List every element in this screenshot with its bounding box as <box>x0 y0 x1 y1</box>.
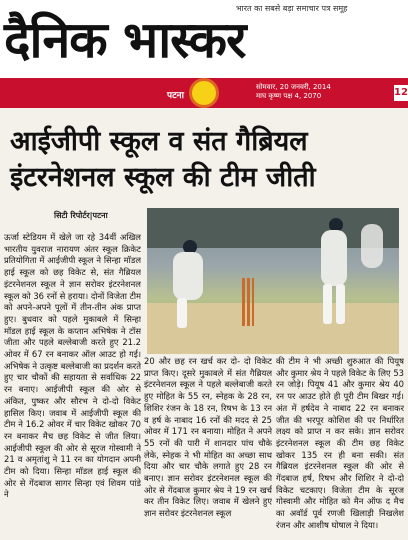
photo-wicketkeeper <box>173 252 203 300</box>
photo-batsman-pad <box>336 284 345 324</box>
edition-date <box>256 83 331 101</box>
photo-keeper-pad <box>177 298 187 328</box>
edition-bar <box>0 78 408 108</box>
article-headline <box>10 124 402 196</box>
article-column-1: ऊर्जा स्टेडियम में खेले जा रहे 34वीं अखिल भारतीय युवराज नारायण अंतर स्कूल क्रिकेट प्रतियोगिता में आईजीपी स्कूल ने सिन्हा मॉडल हाई स्कूल को छह विकेट से, संत गैब्रियल इंटरनेशनल स्कूल ने ज्ञान सरोवर इंटरनेशनल स्कूल को 36 रनों से हराया। दोनों विजेता टीम को अपने-अपने पूलों में तीन-तीन अंक प्राप्त हुए। बुधवार को पहले मुकाबले में सिन्हा मॉडल हाई स्कूल के कप्तान अभिषेक ने टॉस जीता और पहले बल्लेबाजी करते हुए 21.2 ओवर में 67 रन बनाकर ऑल आउट हो गई। अभिषेक ने उत्कृष्ट बल्लेबाजी का प्रदर्शन करते हुए चार चौकों की सहायता से सर्वाधिक 22 रन बनाए। आईजीपी स्कूल की ओर से अंकित, पुष्कर और सौरभ ने दो-दो विकेट हासिल किए। जवाब में आईजीपी स्कूल की टीम ने 16.2 ओवर में चार विकेट खोकर 70 रन बनाकर मैच छह विकेट से जीत लिया। आईजीपी स्कूल की ओर से सूरज गोस्वामी ने 21 व अमृतांशु ने 11 रन का योगदान अपनी टीम को दिया। सिन्हा मॉडल हाई स्कूल की ओर से गेंदबाज सागर सिन्हा एवं शिवम पांडे ने <box>4 232 141 500</box>
article-byline: सिटी रिपोर्टर|पटना <box>54 211 108 220</box>
photo-batsman <box>321 230 347 286</box>
sun-icon <box>192 81 216 105</box>
article-column-3: की टीम ने भी अच्छी शुरुआत की पियूष और कुमार श्रेय ने पहले विकेट के लिए 53 रन जोड़े। पियूष 41 और कुमार श्रेय 40 रन पर आउट होते ही पूरी टीम बिखर गई। अंत में हर्षदेव ने नाबाद 22 रन बनाकर जीत की भरपूर कोशिश की पर निर्धारित लक्ष्य को प्राप्त न कर सके। ज्ञान सरोवर इंटरनेशनल स्कूल की टीम छह विकेट खोकर 135 रन ही बना सकी। संत गैब्रियल इंटरनेशनल स्कूल की ओर से गेंदबाज हर्ष, रिषभ और शिशिर ने दो-दो विकेट चटकाए। विजेता टीम के सूरज गोस्वामी और मोहित को मैन ऑफ द मैच का अवॉर्ड पूर्व रणजी खिलाड़ी निखलेश रंजन और आशीष घोषाल ने दिया। <box>276 356 404 530</box>
edition-city: पटना <box>167 91 184 101</box>
photo-stumps <box>242 278 254 326</box>
date-line-1: सोमवार, 20 जनवरी, 2014 <box>256 83 331 91</box>
cricket-match-photo <box>147 208 399 354</box>
newspaper-logo: दैनिक भास्कर <box>4 10 246 69</box>
headline-line-2: इंटरनेशनल स्कूल की टीम जीती <box>10 162 316 193</box>
masthead-tagline: भारत का सबसे बड़ा समाचार पत्र समूह <box>236 4 348 13</box>
page-number: 12 <box>394 85 408 101</box>
masthead <box>0 0 408 79</box>
photo-batsman-pad <box>323 284 332 324</box>
photo-fielder <box>361 224 383 268</box>
headline-line-1: आईजीपी स्कूल व संत गैब्रियल <box>10 126 308 157</box>
article-column-2: 20 और छह रन खर्च कर दो- दो विकेट प्राप्त किए। दूसरे मुकाबले में संत गैब्रियल इंटरनेशनल स्कूल ने पहले बल्लेबाजी करते हुए मोहित के 55 रन, स्नेहक के 28 रन, शिशिर रंजन के 18 रन, रिषभ के 13 रन व हर्ष के नाबाद 16 रनों की मदद से 25 ओवर में 171 रन बनाया। मोहित ने अपने 55 रनों की पारी में शानदार पांच चौके लेके, स्नेहक ने भी मोहित का अच्छा साथ दिया और चार चौके लगाते हुए 28 रन बनाए। ज्ञान सरोवर इंटरनेशनल स्कूल की ओर से गेंदबाज कुमार श्रेय ने 19 रन खर्च कर तीन विकेट लिए। जवाब में खेलने हुए ज्ञान सरोवर इंटरनेशनल स्कूल <box>144 356 272 519</box>
date-line-2: माघ कृष्ण पक्ष 4, 2070 <box>256 92 322 100</box>
